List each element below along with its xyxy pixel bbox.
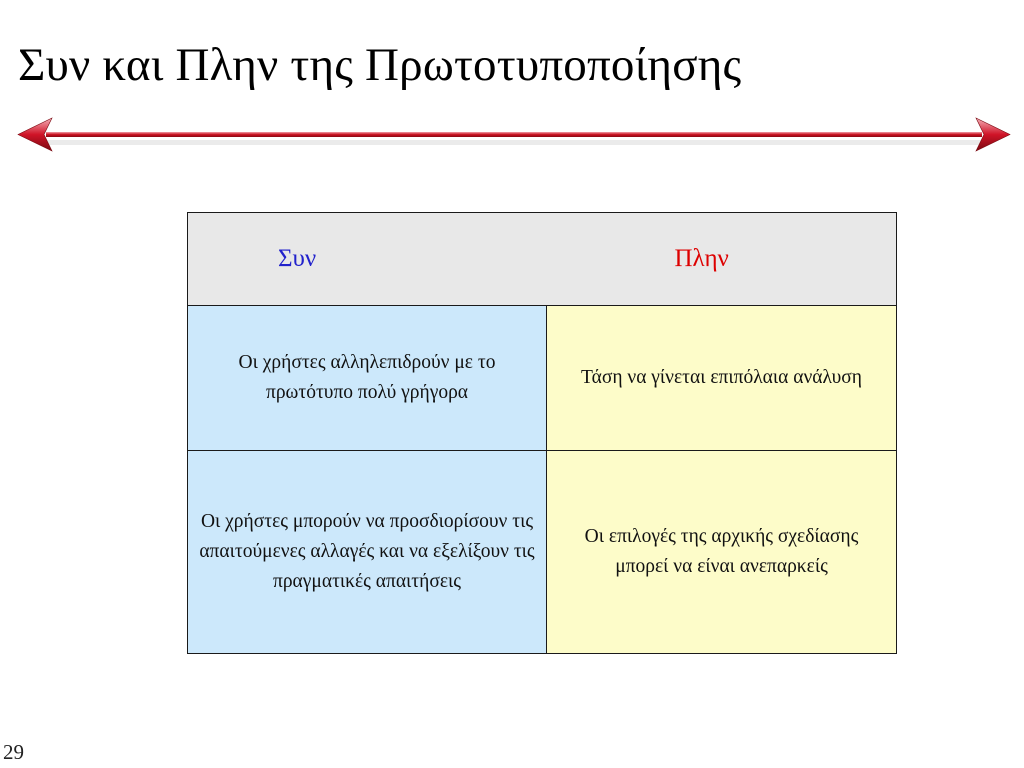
cons-header: Πλην	[547, 213, 897, 306]
table-header-row	[188, 213, 897, 306]
pros-cons-table	[187, 212, 897, 654]
pros-header: Συν	[188, 213, 547, 306]
cons-cell: Οι επιλογές της αρχικής σχεδίασης μπορεί να είναι ανεπαρκείς	[547, 451, 897, 654]
page-number: 29	[3, 740, 24, 764]
table-row	[188, 306, 897, 451]
table-row	[188, 451, 897, 654]
pros-cell: Οι χρήστες μπορούν να προσδιορίσουν τις απαιτούμενες αλλαγές και να εξελίξουν τις πραγματικές απαιτήσεις	[188, 451, 547, 654]
cons-cell: Τάση να γίνεται επιπόλαια ανάλυση	[547, 306, 897, 451]
double-headed-arrow-icon	[16, 114, 1012, 158]
pros-cell: Οι χρήστες αλληλεπιδρούν με το πρωτότυπο πολύ γρήγορα	[188, 306, 547, 451]
slide-title: Συν και Πλην της Πρωτοτυποποίησης	[18, 39, 742, 91]
